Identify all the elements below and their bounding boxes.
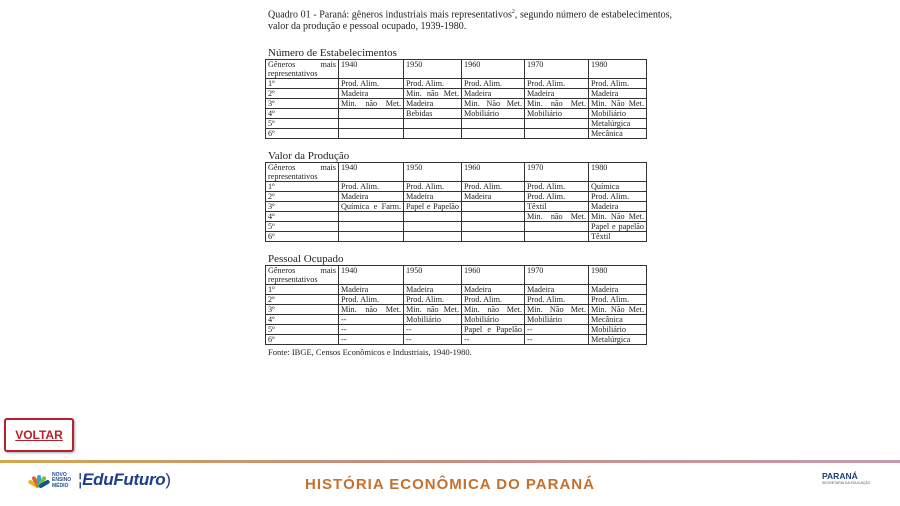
table-cell: Madeira [404,285,462,295]
table-cell: Min. Não Met. [462,99,525,109]
table-cell: Min. não Met. [404,305,462,315]
table-row [266,99,647,109]
table-row [266,129,647,139]
table-row [266,79,647,89]
table-row [266,295,647,305]
header-cell: 1950 [404,266,462,285]
table-cell: 3º [266,305,339,315]
section-title: Número de Estabelecimentos [268,47,397,60]
table-cell: Min. não Met. [525,99,589,109]
header-cell: 1970 [525,266,589,285]
table-cell: Madeira [525,285,589,295]
header-cell: 1950 [404,163,462,182]
back-button[interactable] [4,418,74,452]
table-cell: Prod. Alim. [404,295,462,305]
table-cell: Madeira [404,192,462,202]
table-row [266,212,647,222]
section-title: Valor da Produção [268,150,350,163]
table-cell: Mobiliário [525,109,589,119]
table-cell: Madeira [404,99,462,109]
table-cell [525,119,589,129]
table-row [266,89,647,99]
table-cell: Madeira [462,192,525,202]
header-cell: 1970 [525,60,589,79]
table-cell: 2º [266,89,339,99]
parana-logo: PARANÁ SECRETARIA DA EDUCAÇÃO [822,471,871,485]
table-cell: -- [339,335,404,345]
course-title: HISTÓRIA ECONÔMICA DO PARANÁ [305,476,595,493]
table-cell: Mecânica [589,129,647,139]
table-cell: Prod. Alim. [404,182,462,192]
header-cell: Gêneros mais representativos [266,163,339,182]
table-cell: Bebidas [404,109,462,119]
table-cell: 6º [266,335,339,345]
table-cell: Papel e Papelão [404,202,462,212]
table-cell: Papel e Papelão [462,325,525,335]
table-row [266,232,647,242]
table-cell: Prod. Alim. [462,295,525,305]
table-cell [404,119,462,129]
table-row [266,202,647,212]
table-cell: Prod. Alim. [525,192,589,202]
section-title: Pessoal Ocupado [268,253,344,266]
table-cell: Química e Farm. [339,202,404,212]
table-cell [462,202,525,212]
table-cell: Prod. Alim. [525,79,589,89]
header-cell: Gêneros mais representativos [266,60,339,79]
table-row [266,109,647,119]
header-cell: 1960 [462,163,525,182]
table-cell [462,129,525,139]
header-cell: 1960 [462,266,525,285]
table-cell: Mobiliário [462,315,525,325]
table-cell: 6º [266,232,339,242]
table-row [266,192,647,202]
table-cell: Madeira [339,192,404,202]
table-cell: 1º [266,182,339,192]
table-row [266,285,647,295]
table-cell: 6º [266,129,339,139]
data-table [265,265,647,345]
table-cell [404,129,462,139]
table-row [266,335,647,345]
table-row [266,325,647,335]
novo-ensino-medio-text: NOVO ENSINO MÉDIO [52,471,72,489]
table-cell: -- [525,325,589,335]
table-cell: 5º [266,325,339,335]
table-cell: Prod. Alim. [339,295,404,305]
table-cell: Min. não Met. [339,99,404,109]
table-cell: -- [339,325,404,335]
header-cell: 1980 [589,163,647,182]
table-header-row [266,60,647,79]
table-cell: 5º [266,119,339,129]
table-cell: Têxtil [525,202,589,212]
table-cell: Mobiliário [525,315,589,325]
table-cell [339,212,404,222]
table-header-row [266,163,647,182]
table-cell: Metalúrgica [589,335,647,345]
table-cell: 1º [266,79,339,89]
table-row [266,182,647,192]
table-cell: Min. Não Met. [589,99,647,109]
table-cell: 3º [266,99,339,109]
header-cell: 1960 [462,60,525,79]
edufuturo-logo: ¦EduFuturo) [78,470,171,489]
table-cell [339,222,404,232]
table-cell [462,212,525,222]
table-cell: 1º [266,285,339,295]
table-cell: Min. Não Met. [589,305,647,315]
table-cell: Madeira [339,89,404,99]
table-cell: Min. Não Met. [589,212,647,222]
table-cell: Prod. Alim. [462,79,525,89]
table-cell [404,232,462,242]
table-cell: Min. não Met. [339,305,404,315]
table-cell: Prod. Alim. [589,295,647,305]
table-cell [339,129,404,139]
table-caption: Quadro 01 - Paraná: gêneros industriais mais representativos$^2$, segundo número de estabelecimentos, valor da produção e pessoal ocupado, 1939-1980. [268,9,672,33]
table-cell: Têxtil [589,232,647,242]
table-cell: Madeira [462,285,525,295]
table-cell [404,222,462,232]
data-table [265,162,647,242]
header-cell: Gêneros mais representativos [266,266,339,285]
table-cell: Min. não Met. [404,89,462,99]
table-cell: Prod. Alim. [339,182,404,192]
footer [0,463,900,506]
header-cell: 1970 [525,163,589,182]
table-cell: Min. não Met. [525,212,589,222]
table-cell: -- [404,335,462,345]
table-cell: 4º [266,212,339,222]
header-cell: 1980 [589,60,647,79]
table-cell [462,232,525,242]
table-cell: Madeira [589,285,647,295]
header-cell: 1950 [404,60,462,79]
document-page [265,6,672,358]
table-cell: 4º [266,315,339,325]
table-cell: Metalúrgica [589,119,647,129]
table-cell: Prod. Alim. [589,79,647,89]
table-cell: Prod. Alim. [525,182,589,192]
table-cell: Mobiliário [589,325,647,335]
table-cell: Prod. Alim. [404,79,462,89]
source-note: Fonte: IBGE, Censos Econômicos e Industriais, 1940-1980. [268,347,472,358]
table-cell: Papel e papelão [589,222,647,232]
table-cell: Mobiliário [404,315,462,325]
table-cell [339,109,404,119]
table-cell: -- [525,335,589,345]
data-table [265,59,647,139]
table-cell: Madeira [589,202,647,212]
table-cell: 2º [266,192,339,202]
table-cell: -- [339,315,404,325]
header-cell: 1980 [589,266,647,285]
table-cell [525,222,589,232]
table-cell: Min. não Met. [462,305,525,315]
table-cell: Prod. Alim. [525,295,589,305]
table-header-row [266,266,647,285]
table-cell [339,119,404,129]
table-cell: Mecânica [589,315,647,325]
table-row [266,222,647,232]
header-cell: 1940 [339,163,404,182]
header-cell: 1940 [339,266,404,285]
table-cell: Madeira [589,89,647,99]
table-cell: Mobiliário [589,109,647,119]
table-cell [525,129,589,139]
table-row [266,119,647,129]
table-cell: Mobiliário [462,109,525,119]
table-cell: Química [589,182,647,192]
table-cell: Madeira [525,89,589,99]
table-cell: Prod. Alim. [339,79,404,89]
table-cell [404,212,462,222]
table-cell: Prod. Alim. [462,182,525,192]
table-cell [525,232,589,242]
table-cell: Prod. Alim. [589,192,647,202]
table-cell [339,232,404,242]
table-cell: Madeira [339,285,404,295]
table-cell: Min. Não Met. [525,305,589,315]
back-button-label: VOLTAR [15,428,63,442]
table-row [266,315,647,325]
table-cell: Madeira [462,89,525,99]
table-cell [462,222,525,232]
table-cell: -- [462,335,525,345]
table-cell: 5º [266,222,339,232]
table-cell: 4º [266,109,339,119]
table-cell: -- [404,325,462,335]
table-row [266,305,647,315]
table-cell: 2º [266,295,339,305]
header-cell: 1940 [339,60,404,79]
table-cell: 3º [266,202,339,212]
table-cell [462,119,525,129]
